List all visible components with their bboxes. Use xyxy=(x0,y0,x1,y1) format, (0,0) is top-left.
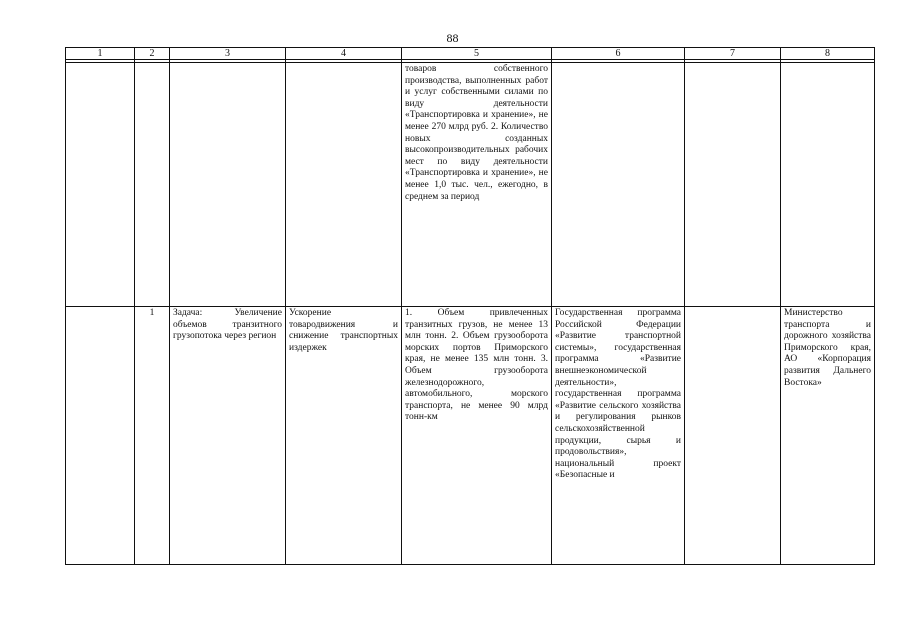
indicators-cell: товаров собственного производства, выполненных работ и услуг собственными силами по виду деятельности «Транспортировка и хранение», не менее 270 млрд руб. 2. Количество новых созданных высокопроизводительных рабочих мест по виду деятельности «Транспортировка и хранение», не менее 1,0 тыс. чел., ежегодно, в среднем за период xyxy=(402,63,552,307)
table-row xyxy=(66,307,875,565)
column-header-6: 6 xyxy=(552,48,685,60)
table-row xyxy=(66,63,875,307)
cell-col2 xyxy=(135,63,170,307)
cell-col3 xyxy=(170,63,286,307)
cell-col1 xyxy=(66,63,135,307)
column-header-5: 5 xyxy=(402,48,552,60)
column-header-2: 2 xyxy=(135,48,170,60)
cell-col7 xyxy=(685,63,781,307)
header-row xyxy=(66,48,875,60)
page-number: 88 xyxy=(446,31,459,45)
cell-col4 xyxy=(286,63,402,307)
cell-col1 xyxy=(66,307,135,565)
row-number: 1 xyxy=(135,307,170,565)
indicators-cell: 1. Объем привлеченных транзитных грузов, не менее 13 млн тонн. 2. Объем грузооборота морских портов Приморского края, не менее 135 млн тонн. 3. Объем грузооборота железнодорожного, автомобильного, морского транспорта, не менее 90 млрд тонн-км xyxy=(402,307,552,565)
cell-col8 xyxy=(781,63,875,307)
task-cell: Задача: Увеличение объемов транзитного грузопотока через регион xyxy=(170,307,286,565)
cell-col7 xyxy=(685,307,781,565)
column-header-3: 3 xyxy=(170,48,286,60)
cell-col6 xyxy=(552,63,685,307)
column-header-8: 8 xyxy=(781,48,875,60)
column-header-4: 4 xyxy=(286,48,402,60)
column-header-7: 7 xyxy=(685,48,781,60)
executors-cell: Министерство транспорта и дорожного хозяйства Приморского края, АО «Корпорация развития Дальнего Востока» xyxy=(781,307,875,565)
data-table xyxy=(65,47,875,565)
column-header-1: 1 xyxy=(66,48,135,60)
programs-cell: Государственная программа Российской Федерации «Развитие транспортной системы», государственная программа «Развитие внешнеэкономической деятельности», государственная программа «Развитие сельского хозяйства и регулирования рынков сельскохозяйственной продукции, сырья и продовольствия», национальный проект «Безопасные и xyxy=(552,307,685,565)
goal-cell: Ускорение товародвижения и снижение транспортных издержек xyxy=(286,307,402,565)
